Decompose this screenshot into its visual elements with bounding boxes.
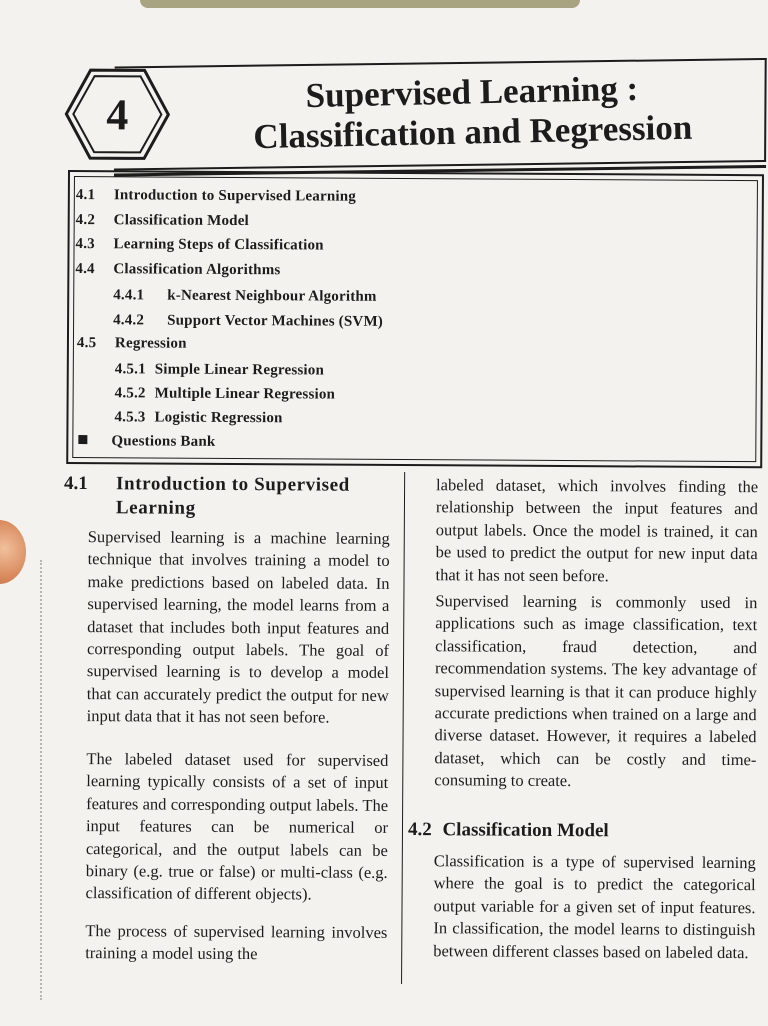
column-divider xyxy=(401,472,405,984)
toc-label: Multiple Linear Regression xyxy=(154,385,336,403)
toc-item xyxy=(77,335,187,353)
toc-label: Regression xyxy=(114,335,187,352)
chapter-number-badge xyxy=(62,66,173,163)
toc-item xyxy=(76,236,324,255)
toc-number: 4.5 xyxy=(76,335,97,352)
toc-number: 4.1 xyxy=(75,187,96,204)
toc-label: Questions Bank xyxy=(111,433,216,450)
section-title: Classification Model xyxy=(442,819,609,842)
toc-number: 4.4 xyxy=(75,261,95,278)
toc-item xyxy=(114,409,282,427)
toc-label: Classification Algorithms xyxy=(113,261,281,279)
toc-number: 4.2 xyxy=(75,212,96,229)
toc-label: Introduction to Supervised Learning xyxy=(113,187,357,205)
toc-number: 4.5.2 xyxy=(114,385,146,402)
toc-item xyxy=(113,287,377,306)
toc-item xyxy=(75,261,280,279)
chapter-number: 4 xyxy=(106,89,129,139)
toc-number: 4.4.2 xyxy=(113,312,145,329)
section-number: 4.2 xyxy=(407,819,432,841)
section-title-line-2: Learning xyxy=(115,497,196,519)
toc-number: 4.5.1 xyxy=(114,361,146,378)
toc-item xyxy=(115,385,336,403)
section-number: 4.1 xyxy=(64,472,88,495)
toc-label: Simple Linear Regression xyxy=(154,361,325,379)
section-title-line-1: Introduction to Supervised xyxy=(116,473,350,496)
toc-number: 4.3 xyxy=(75,236,95,253)
square-bullet-icon xyxy=(78,435,87,444)
chapter-title xyxy=(192,66,754,158)
paragraph: Supervised learning is commonly used in applications such as image classification, text classification, fraud detection, and recommendation systems. The key advantage of supervised learning is that it can produce highly accurate predictions when trained on a large and diverse dataset. However, it requires a labeled dataset, which can be costly and time-consuming to create. xyxy=(434,591,758,791)
paragraph: Supervised learning is a machine learning technique that involves training a model to make predictions based on labeled data. In supervised learning, the model learns from a dataset that includes both input features and corresponding output labels. The goal of supervised learning is to develop a model that can accurately predict the output for new input data that it has not seen before. xyxy=(86,527,390,727)
toc-item xyxy=(76,212,249,230)
chapter-title-line-1: Supervised Learning : xyxy=(305,68,639,116)
toc-item xyxy=(76,187,356,206)
chapter-title-line-2: Classification and Regression xyxy=(252,107,693,157)
paragraph: Classification is a type of supervised learning where the goal is to predict the categorical output variable for a given set of input features. In classification, the model learns to distinguish between different classes based on labeled data. xyxy=(433,851,756,962)
paragraph: The labeled dataset used for supervised learning typically consists of a set of input features and corresponding output labels. The input features can be numerical or categorical, and the output labels can be binary (e.g. true or false) or multi-class (e.g. classification of different objects). xyxy=(85,749,389,904)
toc-label: Support Vector Machines (SVM) xyxy=(167,312,384,330)
toc-item xyxy=(78,433,215,451)
toc-label: Logistic Regression xyxy=(154,409,283,427)
section-heading xyxy=(64,472,394,522)
toc-label: k-Nearest Neighbour Algorithm xyxy=(167,287,377,305)
paragraph: The process of supervised learning involves training a model using the xyxy=(85,921,388,964)
toc-number: 4.4.1 xyxy=(113,287,145,304)
toc-number: 4.5.3 xyxy=(114,409,146,426)
toc-item xyxy=(113,312,383,331)
section-heading xyxy=(408,818,748,844)
toc-label: Classification Model xyxy=(113,212,249,230)
toc-item xyxy=(115,361,324,379)
toc-label: Learning Steps of Classification xyxy=(113,236,324,254)
paragraph: labeled dataset, which involves finding the relationship between the input features and output labels. Once the model is trained, it can be used to predict the output for new input data that it has not seen before. xyxy=(435,475,759,585)
